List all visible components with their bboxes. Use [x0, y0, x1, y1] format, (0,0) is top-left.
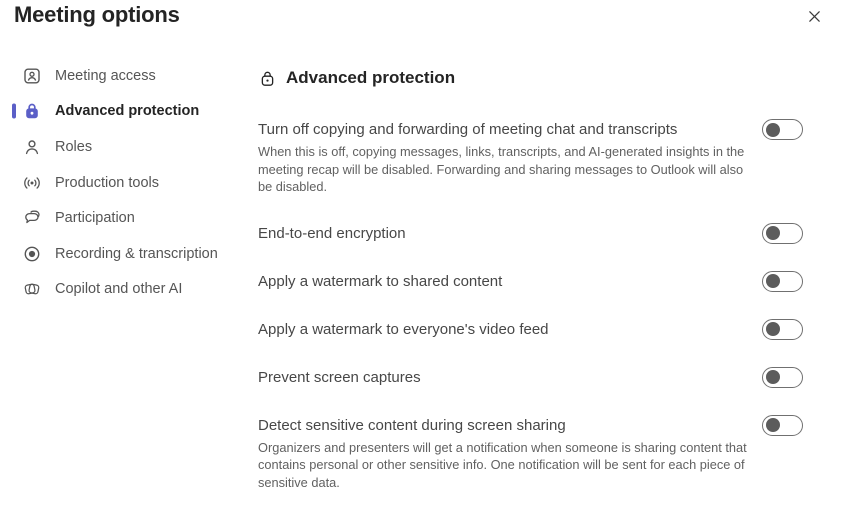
sidebar-item-label: Copilot and other AI — [55, 281, 183, 298]
sidebar-item-copilot-and-other-ai[interactable] — [12, 272, 246, 308]
main-panel-title: Advanced protection — [286, 68, 456, 87]
broadcast-icon — [22, 173, 42, 193]
contact-card-icon — [22, 66, 42, 86]
toggle-knob — [766, 418, 780, 432]
setting-title: Apply a watermark to shared content — [258, 272, 503, 290]
toggle-knob — [766, 226, 780, 240]
sidebar-item-label: Advanced protection — [55, 103, 200, 120]
sidebar — [12, 58, 246, 307]
setting-row-apply-a-watermark-to-shared-content — [258, 271, 803, 292]
toggle-apply-a-watermark-to-shared-content[interactable] — [762, 271, 803, 292]
setting-top — [258, 319, 803, 340]
sidebar-item-label: Meeting access — [55, 67, 156, 84]
copilot-icon — [22, 279, 42, 299]
chat-bubbles-icon — [22, 208, 42, 228]
setting-row-apply-a-watermark-to-everyone-s-video-feed — [258, 319, 803, 340]
selected-indicator — [12, 104, 16, 119]
setting-title: Prevent screen captures — [258, 368, 421, 386]
toggle-knob — [766, 322, 780, 336]
sidebar-item-production-tools[interactable] — [12, 165, 246, 201]
sidebar-item-label: Roles — [55, 138, 93, 155]
setting-row-detect-sensitive-content-during-screen-sharing — [258, 415, 803, 492]
setting-row-end-to-end-encryption — [258, 223, 803, 244]
toggle-knob — [766, 274, 780, 288]
setting-title: Turn off copying and forwarding of meeting chat and transcripts — [258, 121, 678, 138]
setting-title: End-to-end encryption — [258, 224, 406, 242]
setting-description: Organizers and presenters will get a notification when someone is sharing content that contains personal or other sensitive info. One notification will be sent for each piece of sensitive data. — [258, 439, 747, 490]
setting-top — [258, 223, 803, 244]
dialog-title: Meeting options — [14, 2, 180, 27]
toggle-apply-a-watermark-to-everyone-s-video-feed[interactable] — [762, 319, 803, 340]
sidebar-item-meeting-access[interactable] — [12, 58, 246, 94]
sidebar-item-label: Participation — [55, 210, 135, 227]
sidebar-item-recording-transcription[interactable] — [12, 236, 246, 272]
main-panel — [258, 66, 803, 519]
settings-list — [258, 119, 803, 492]
setting-top — [258, 415, 803, 436]
setting-title: Apply a watermark to everyone's video feed — [258, 320, 549, 338]
record-icon — [22, 244, 42, 264]
sidebar-item-roles[interactable] — [12, 129, 246, 165]
close-button[interactable] — [803, 5, 825, 27]
toggle-knob — [766, 123, 780, 137]
setting-description: When this is off, copying messages, links, transcripts, and AI-generated insights in the meeting recap will be disabled. Forwarding and sharing messages to Outlook will also be disabled. — [258, 144, 745, 195]
toggle-end-to-end-encryption[interactable] — [762, 223, 803, 244]
lock-icon — [258, 69, 277, 88]
setting-top — [258, 271, 803, 292]
sidebar-item-participation[interactable] — [12, 200, 246, 236]
lock-filled-icon — [22, 101, 42, 121]
toggle-turn-off-copying-and-forwarding-of-meeting-chat-and-transcripts[interactable] — [762, 119, 803, 140]
sidebar-item-label: Recording & transcription — [55, 245, 218, 262]
toggle-prevent-screen-captures[interactable] — [762, 367, 803, 388]
sidebar-item-advanced-protection[interactable] — [12, 94, 246, 130]
main-panel-header — [258, 66, 803, 90]
setting-top — [258, 119, 803, 140]
sidebar-item-label: Production tools — [55, 174, 159, 191]
toggle-detect-sensitive-content-during-screen-sharing[interactable] — [762, 415, 803, 436]
setting-title: Detect sensitive content during screen sharing — [258, 416, 566, 434]
setting-row-turn-off-copying-and-forwarding-of-meeting-chat-and-transcripts — [258, 119, 803, 196]
toggle-knob — [766, 370, 780, 384]
close-icon — [806, 8, 823, 25]
setting-top — [258, 367, 803, 388]
setting-row-prevent-screen-captures — [258, 367, 803, 388]
person-icon — [22, 137, 42, 157]
